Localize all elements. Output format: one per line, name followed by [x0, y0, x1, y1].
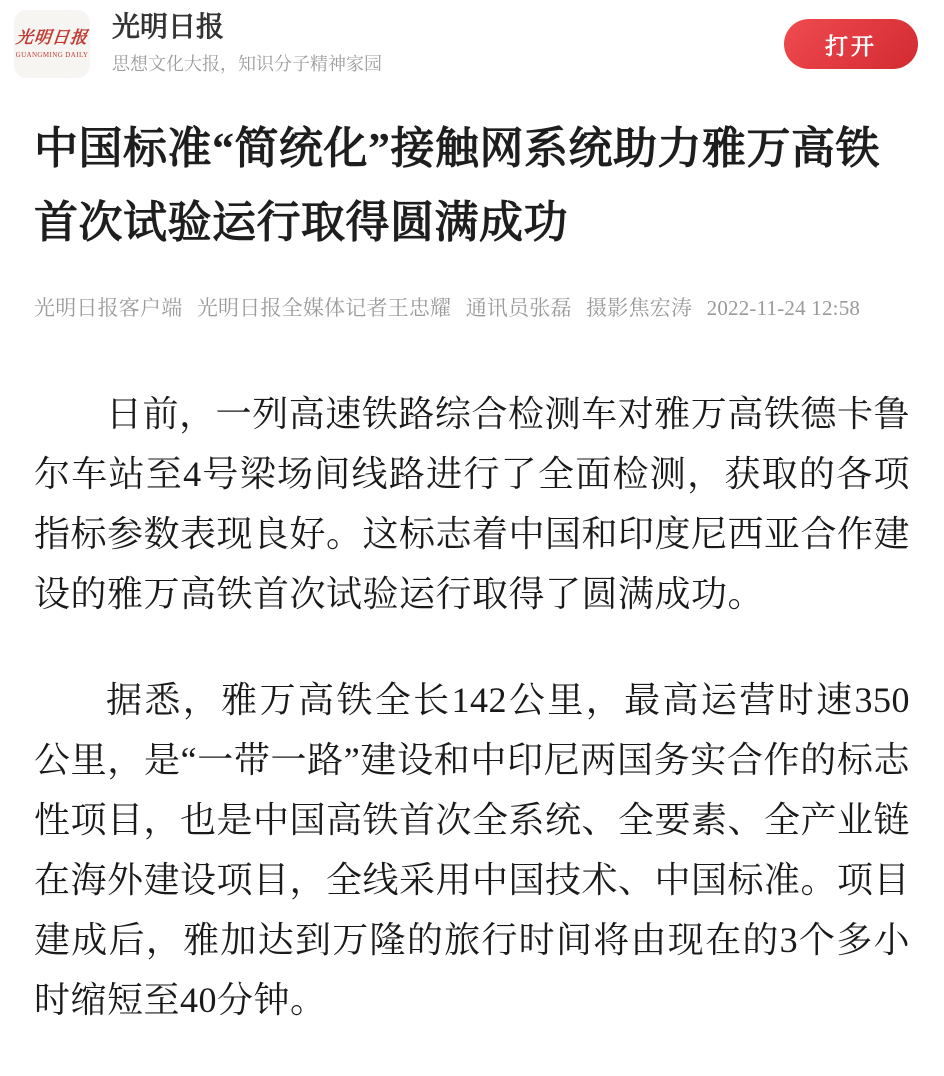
article-paragraphs [34, 384, 910, 1030]
header-text-block [112, 12, 784, 75]
app-name: 光明日报 [112, 12, 225, 44]
byline-source: 光明日报客户端 [34, 296, 183, 320]
paragraph: 日前，一列高速铁路综合检测车对雅万高铁德卡鲁尔车站至4号梁场间线路进行了全面检测，获取的各项指标参数表现良好。这标志着中国和印度尼西亚合作建设的雅万高铁首次试验运行取得了圆满成功。 [34, 394, 911, 614]
byline-photographer: 摄影焦宏涛 [586, 296, 693, 320]
app-header [0, 0, 944, 86]
article-body [0, 112, 944, 1030]
article-byline [34, 292, 910, 322]
guangming-daily-logo [14, 10, 90, 78]
byline-reporter: 光明日报全媒体记者王忠耀 [196, 296, 452, 320]
app-tagline: 思想文化大报，知识分子精神家园 [112, 53, 382, 74]
open-in-app-button[interactable]: 打开 [784, 19, 918, 69]
byline-correspondent: 通讯员张磊 [465, 296, 572, 320]
byline-timestamp: 2022-11-24 12:58 [706, 296, 861, 320]
article-headline: 中国标准“简统化”接触网系统助力雅万高铁首次试验运行取得圆满成功 [34, 124, 880, 247]
paragraph: 据悉，雅万高铁全长142公里，最高运营时速350公里，是“一带一路”建设和中印尼两国务实合作的标志性项目，也是中国高铁首次全系统、全要素、全产业链在海外建设项目，全线采用中国技术、中国标准。项目建成后，雅加达到万隆的旅行时间将由现在的3个多小时缩短至40分钟。 [34, 680, 911, 1020]
logo-subtext: GUANGMING DAILY [15, 50, 89, 59]
logo-calligraphy-text: 光明日报 [14, 28, 90, 49]
